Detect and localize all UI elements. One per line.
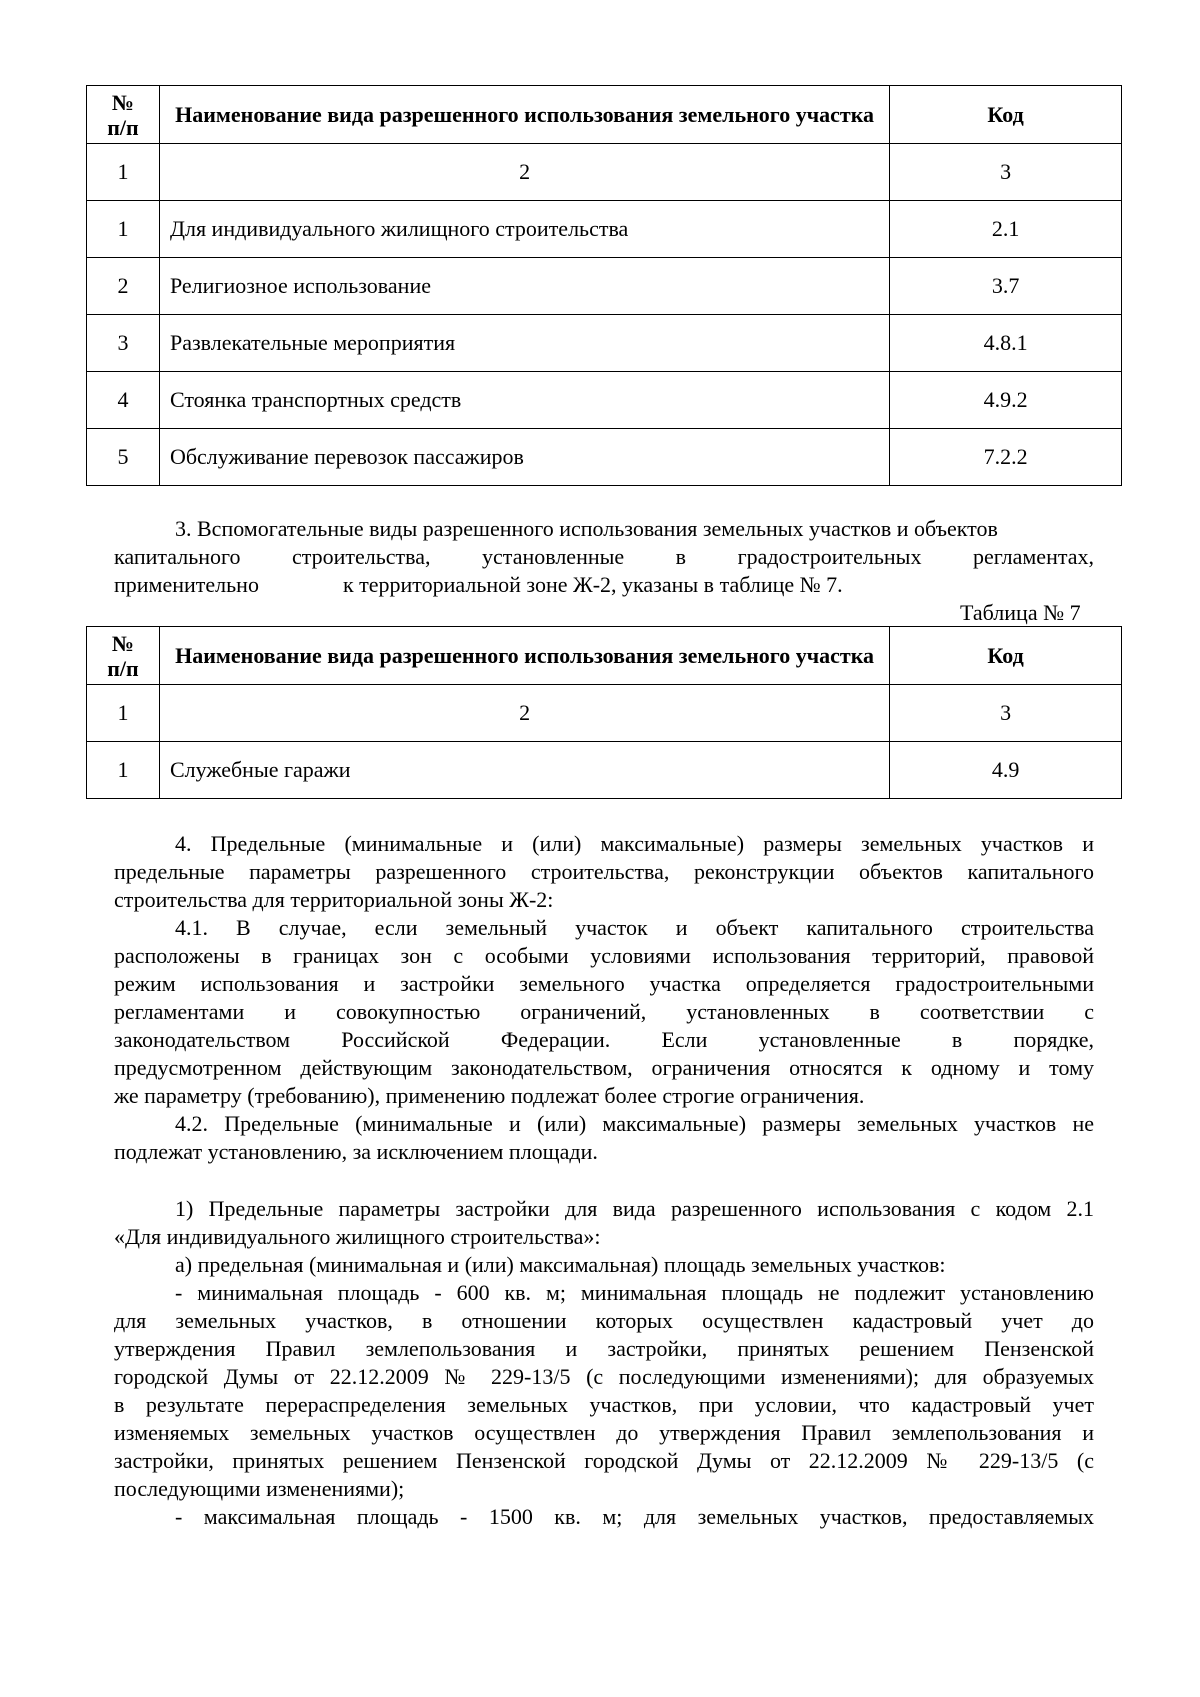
row-name: Развлекательные мероприятия — [159, 315, 889, 372]
row-num: 1 — [87, 742, 160, 799]
section-4-line: 4.2. Предельные (минимальные и (или) максимальные) размеры земельных участков не — [175, 1111, 1094, 1136]
section-3-paragraph — [114, 515, 1094, 599]
index-cell: 2 — [159, 144, 889, 201]
row-num: 5 — [87, 429, 160, 486]
row-num: 2 — [87, 258, 160, 315]
row-name: Служебные гаражи — [159, 742, 889, 799]
table-row — [87, 742, 1122, 799]
section-4-line: законодательством Российской Федерации. Если установленные в порядке, — [114, 1027, 1094, 1052]
row-name: Обслуживание перевозок пассажиров — [159, 429, 889, 486]
index-cell: 1 — [87, 685, 160, 742]
row-code: 7.2.2 — [890, 429, 1122, 486]
parameters-line: застройки, принятых решением Пензенской городской Думы от 22.12.2009 № 229-13/5 (с — [114, 1448, 1094, 1473]
index-cell: 2 — [159, 685, 889, 742]
section-3-line-start: применительно — [114, 572, 259, 597]
parameters-line: 1) Предельные параметры застройки для вида разрешенного использования с кодом 2.1 — [175, 1196, 1094, 1221]
row-code: 4.9.2 — [890, 372, 1122, 429]
row-num: 4 — [87, 372, 160, 429]
header-num: № п/п — [87, 86, 160, 144]
parameters-line: в результате перераспределения земельных участков, при условии, что кадастровый учет — [114, 1392, 1094, 1417]
index-cell: 1 — [87, 144, 160, 201]
row-name: Для индивидуального жилищного строительства — [159, 201, 889, 258]
section-3-line: 3. Вспомогательные виды разрешенного использования земельных участков и объектов — [175, 516, 998, 541]
section-4-line: расположены в границах зон с особыми условиями использования территорий, правовой — [114, 943, 1094, 968]
header-name: Наименование вида разрешенного использования земельного участка — [159, 86, 889, 144]
table-index-row — [87, 685, 1122, 742]
section-3-line-end: к территориальной зоне Ж-2, указаны в таблице № 7. — [342, 572, 843, 597]
table-row — [87, 201, 1122, 258]
row-code: 3.7 — [890, 258, 1122, 315]
parameters-line: последующими изменениями); — [114, 1476, 405, 1501]
table-header-row — [87, 627, 1122, 685]
row-code: 4.8.1 — [890, 315, 1122, 372]
section-4-line: предельные параметры разрешенного строительства, реконструкции объектов капитального — [114, 859, 1094, 884]
section-4-line: предусмотренном действующим законодательством, ограничения относятся к одному и тому — [114, 1055, 1094, 1080]
row-num: 1 — [87, 201, 160, 258]
table-row — [87, 429, 1122, 486]
parameters-line: городской Думы от 22.12.2009 № 229-13/5 (с последующими изменениями); для образуемых — [114, 1364, 1094, 1389]
section-4-paragraph — [114, 830, 1094, 1166]
parameters-line: изменяемых земельных участков осуществлен до утверждения Правил землепользования и — [114, 1420, 1094, 1445]
section-4-line: регламентами и совокупностью ограничений, установленных в соответствии с — [114, 999, 1094, 1024]
row-code: 2.1 — [890, 201, 1122, 258]
table-header-row — [87, 86, 1122, 144]
table-land-use-main — [86, 85, 1122, 486]
index-cell: 3 — [890, 144, 1122, 201]
header-code: Код — [890, 627, 1122, 685]
table-row — [87, 258, 1122, 315]
section-4-line: 4.1. В случае, если земельный участок и объект капитального строительства — [175, 915, 1094, 940]
header-code: Код — [890, 86, 1122, 144]
table-row — [87, 372, 1122, 429]
parameters-line: - минимальная площадь - 600 кв. м; минимальная площадь не подлежит установлению — [175, 1280, 1094, 1305]
row-code: 4.9 — [890, 742, 1122, 799]
section-4-line: подлежат установлению, за исключением площади. — [114, 1139, 598, 1164]
section-4-line: строительства для территориальной зоны Ж-2: — [114, 887, 554, 912]
parameters-line: утверждения Правил землепользования и застройки, принятых решением Пензенской — [114, 1336, 1094, 1361]
row-name: Стоянка транспортных средств — [159, 372, 889, 429]
header-num: № п/п — [87, 627, 160, 685]
row-num: 3 — [87, 315, 160, 372]
parameters-line: для земельных участков, в отношении которых осуществлен кадастровый учет до — [114, 1308, 1094, 1333]
row-name: Религиозное использование — [159, 258, 889, 315]
table-index-row — [87, 144, 1122, 201]
section-4-line: же параметру (требованию), применению подлежат более строгие ограничения. — [114, 1083, 865, 1108]
section-4-line: 4. Предельные (минимальные и (или) максимальные) размеры земельных участков и — [175, 831, 1094, 856]
section-4-line: режим использования и застройки земельного участка определяется градостроительными — [114, 971, 1094, 996]
section-3-line — [114, 571, 1094, 599]
header-name: Наименование вида разрешенного использования земельного участка — [159, 627, 889, 685]
parameters-line: - максимальная площадь - 1500 кв. м; для земельных участков, предоставляемых — [175, 1504, 1094, 1529]
parameters-line: а) предельная (минимальная и (или) максимальная) площадь земельных участков: — [175, 1252, 946, 1277]
table-land-use-auxiliary — [86, 626, 1122, 799]
section-3-line: капитального строительства, установленные в градостроительных регламентах, — [114, 544, 1094, 569]
index-cell: 3 — [890, 685, 1122, 742]
table-caption: Таблица № 7 — [960, 600, 1081, 625]
table-row — [87, 315, 1122, 372]
parameters-line: «Для индивидуального жилищного строительства»: — [114, 1224, 601, 1249]
section-parameters-paragraph — [114, 1195, 1094, 1531]
